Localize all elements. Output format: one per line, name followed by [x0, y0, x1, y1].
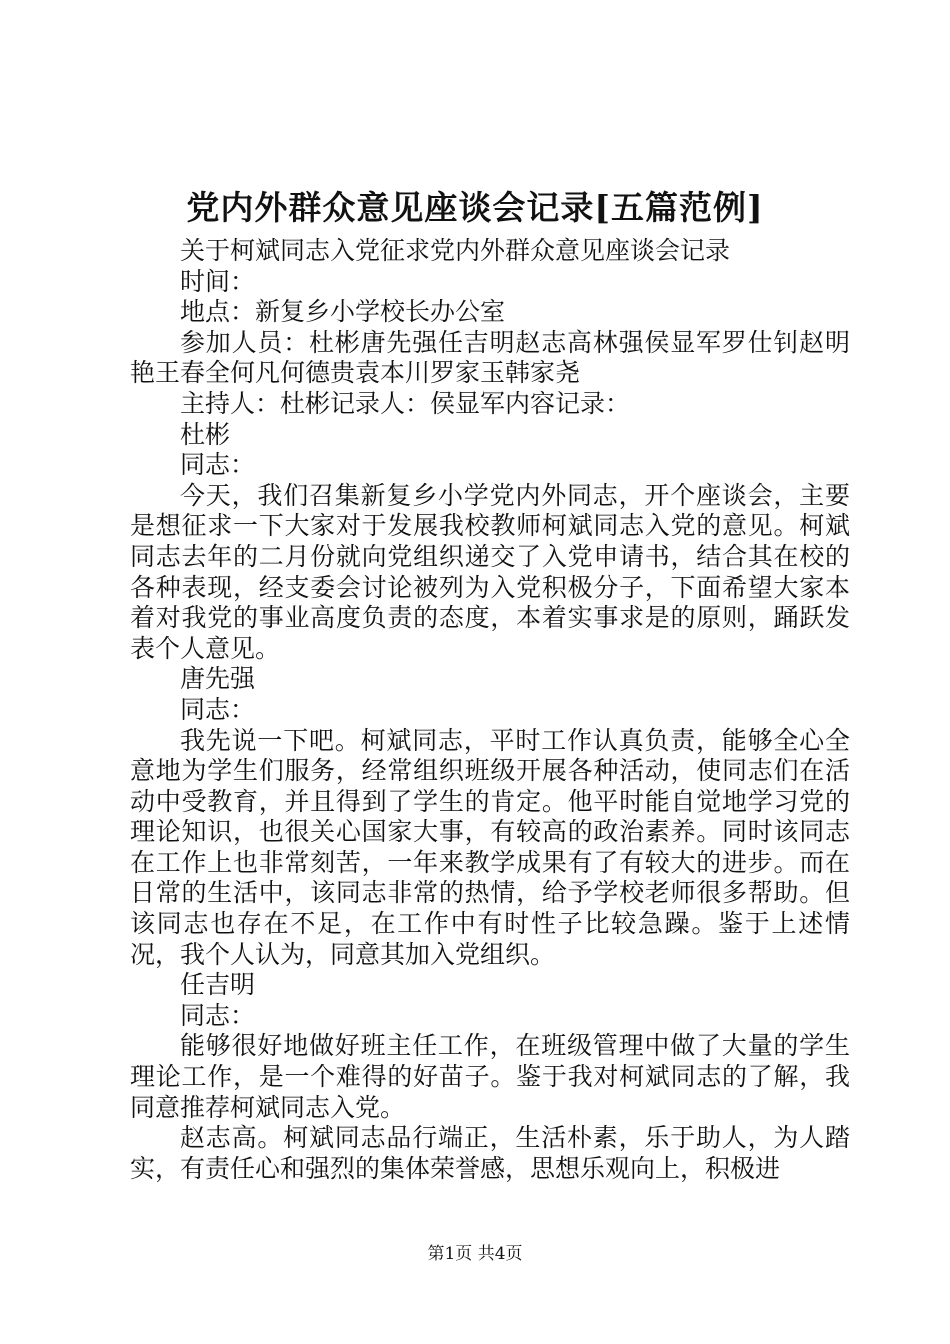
speech-paragraph: 赵志高。柯斌同志品行端正，生活朴素，乐于助人，为人踏实，有责任心和强烈的集体荣誉感，思想乐观向上，积极进	[130, 1123, 850, 1183]
speech-paragraph: 我先说一下吧。柯斌同志，平时工作认真负责，能够全心全意地为学生们服务，经常组织班级开展各种活动，使同志们在活动中受教育，并且得到了学生的肯定。他平时能自觉地学习党的理论知识，也很关心国家大事，有较高的政治素养。同时该同志在工作上也非常刻苦，一年来教学成果有了有较大的进步。而在日常的生活中，该同志非常的热情，给予学校老师很多帮助。但该同志也存在不足，在工作中有时性子比较急躁。鉴于上述情况，我个人认为，同意其加入党组织。	[130, 725, 850, 969]
document-title: 党内外群众意见座谈会记录[五篇范例]	[186, 188, 764, 227]
paragraph-location: 地点：新复乡小学校长办公室	[180, 297, 506, 327]
speaker-name: 任吉明	[180, 970, 256, 1000]
page-number: 第1页 共4页	[427, 1244, 523, 1264]
speaker-name: 杜彬	[180, 419, 231, 449]
paragraph-attendees: 参加人员：杜彬唐先强任吉明赵志高林强侯显军罗仕钊赵明艳王春全何凡何德贵袁本川罗家玉韩家尧	[130, 327, 850, 388]
speech-paragraph: 能够很好地做好班主任工作，在班级管理中做了大量的学生理论工作，是一个难得的好苗子。鉴于我对柯斌同志的了解，我同意推荐柯斌同志入党。	[130, 1031, 850, 1122]
paragraph-subtitle: 关于柯斌同志入党征求党内外群众意见座谈会记录	[180, 236, 731, 265]
speaker-address: 同志：	[180, 1000, 256, 1030]
speaker-name: 唐先强	[180, 664, 256, 694]
paragraph-host: 主持人：杜彬记录人：侯显军内容记录：	[180, 388, 631, 418]
speaker-address: 同志：	[180, 694, 256, 724]
speech-paragraph: 今天，我们召集新复乡小学党内外同志，开个座谈会，主要是想征求一下大家对于发展我校教师柯斌同志入党的意见。柯斌同志去年的二月份就向党组织递交了入党申请书，结合其在校的各种表现，经支委会讨论被列为入党积极分子，下面希望大家本着对我党的事业高度负责的态度，本着实事求是的原则，踊跃发表个人意见。	[130, 480, 850, 663]
speaker-address: 同志：	[180, 450, 256, 480]
document-body	[130, 236, 850, 1184]
paragraph-time: 时间：	[180, 266, 256, 296]
